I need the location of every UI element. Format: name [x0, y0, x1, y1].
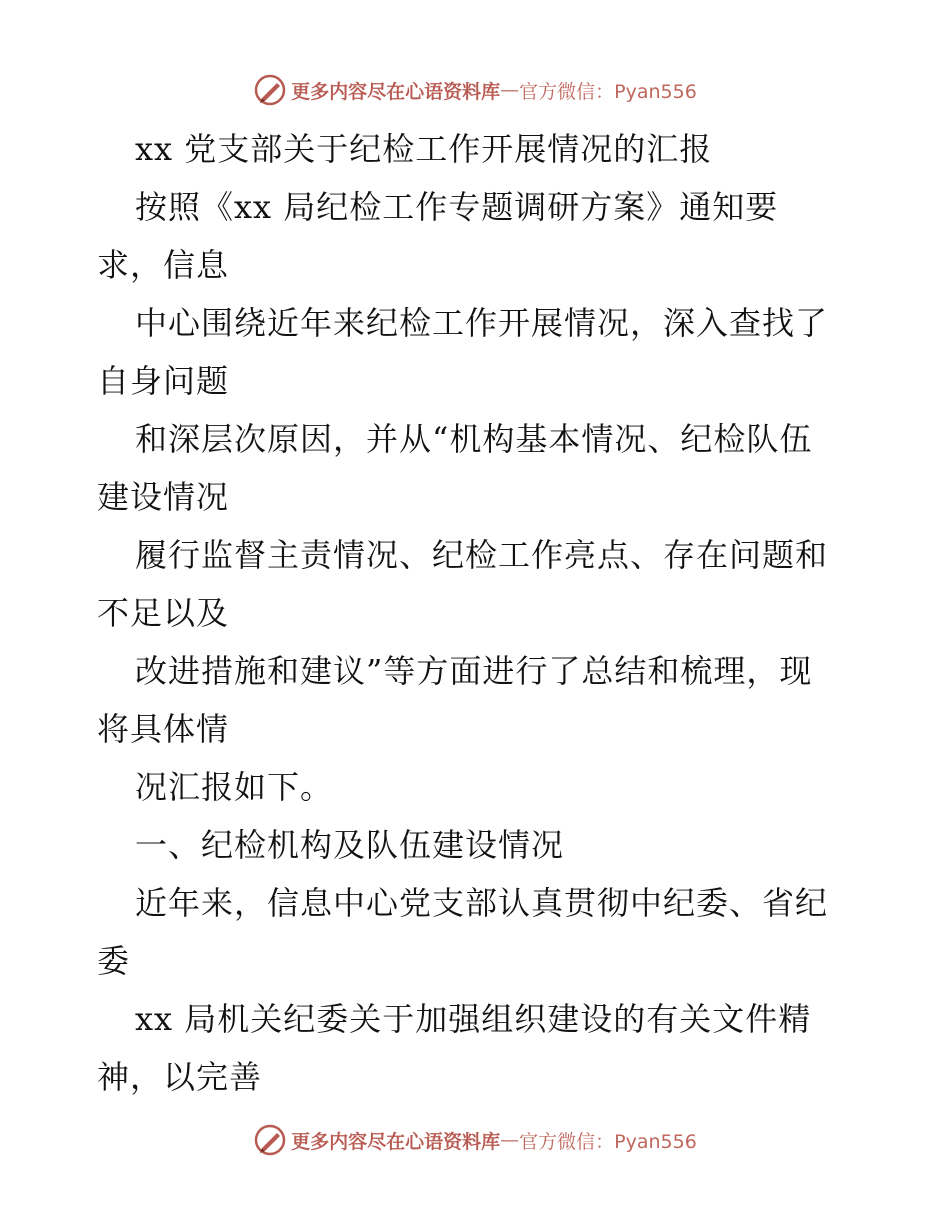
text-line: 按照《xx 局纪检工作专题调研方案》通知要 — [135, 188, 779, 226]
header-banner — [0, 70, 950, 110]
text-line: 不足以及 — [97, 594, 230, 632]
text-line: 近年来，信息中心党支部认真贯彻中纪委、省纪 — [135, 884, 829, 922]
pen-logo-icon — [253, 1123, 287, 1157]
header-wechat: 官方微信：Pyan556 — [519, 80, 697, 103]
text-line: 一、纪检机构及队伍建设情况 — [135, 826, 565, 864]
text-line: 和深层次原因，并从“机构基本情况、纪检队伍 — [135, 420, 813, 458]
header-brand: 更多内容尽在心语资料库 — [291, 80, 501, 103]
footer-wechat: 官方微信：Pyan556 — [519, 1130, 697, 1153]
pen-logo-icon — [253, 73, 287, 107]
text-line: 建设情况 — [97, 478, 230, 516]
text-line: 况汇报如下。 — [135, 768, 334, 806]
document-body — [97, 120, 857, 1106]
header-separator: — — [500, 79, 520, 101]
text-line: xx 党支部关于纪检工作开展情况的汇报 — [135, 130, 713, 168]
text-line: 中心围绕近年来纪检工作开展情况，深入查找了 — [135, 304, 829, 342]
footer-banner — [0, 1120, 950, 1160]
text-line: 自身问题 — [97, 362, 230, 400]
text-line: 神，以完善 — [97, 1058, 263, 1096]
text-line: xx 局机关纪委关于加强组织建设的有关文件精 — [135, 1000, 812, 1038]
footer-separator: — — [500, 1129, 520, 1151]
text-line: 求，信息 — [97, 246, 230, 284]
text-line: 履行监督主责情况、纪检工作亮点、存在问题和 — [135, 536, 829, 574]
text-line: 改进措施和建议”等方面进行了总结和梳理，现 — [135, 652, 813, 690]
text-line: 委 — [97, 942, 131, 980]
footer-brand: 更多内容尽在心语资料库 — [291, 1130, 501, 1153]
text-line: 将具体情 — [97, 710, 230, 748]
